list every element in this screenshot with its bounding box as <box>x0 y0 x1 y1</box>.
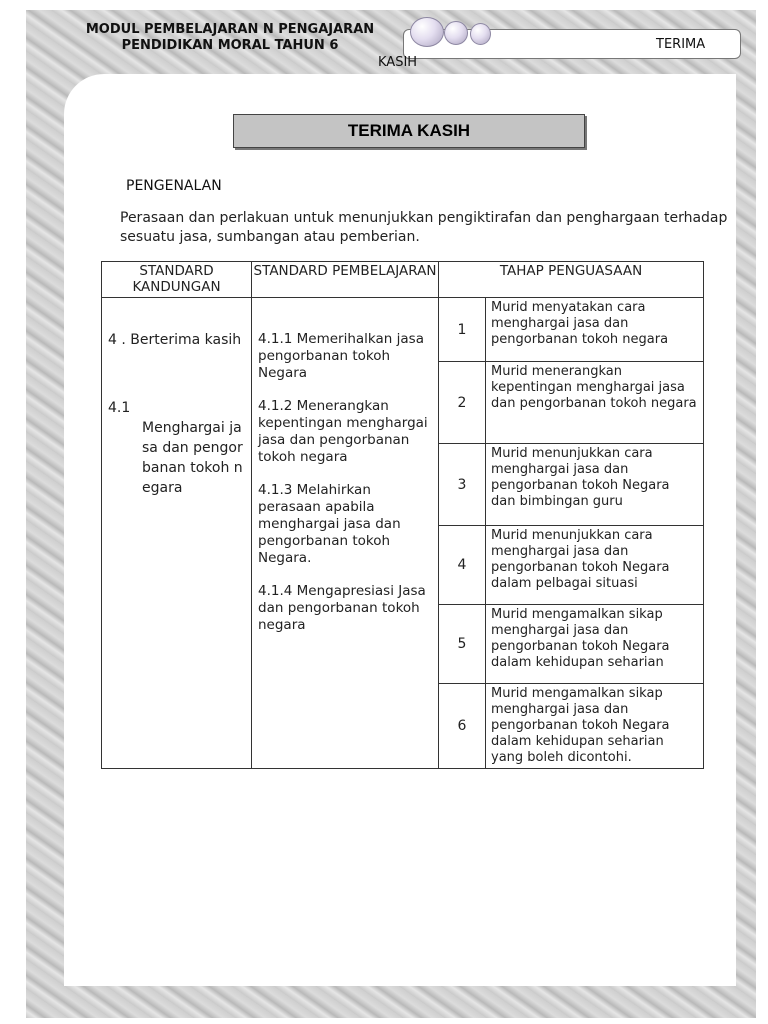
tab-label-kasih: KASIH <box>378 55 418 70</box>
standards-table <box>101 261 704 769</box>
bubble-decoration-icon <box>470 23 491 45</box>
level-description: Murid menyatakan cara menghargai jasa dan pengorbanan tokoh negara <box>486 298 704 362</box>
pembelajaran-item: 4.1.1 Memerihalkan jasa pengorbanan tokoh Negara <box>258 331 424 381</box>
table-row <box>102 298 704 362</box>
level-number: 1 <box>439 298 486 362</box>
level-description: Murid menunjukkan cara menghargai jasa dan pengorbanan tokoh Negara dalam pelbagai situasi <box>486 526 704 605</box>
pembelajaran-item: 4.1.3 Melahirkan perasaan apabila menghargai jasa dan pengorbanan tokoh Negara. <box>258 482 401 566</box>
intro-body: Perasaan dan perlakuan untuk menunjukkan pengiktirafan dan penghargaan terhadap sesuatu jasa, sumbangan atau pemberian. <box>120 210 728 245</box>
tab-label-terima: TERIMA <box>656 37 706 52</box>
level-number: 6 <box>439 684 486 769</box>
bubble-decoration-icon <box>410 17 444 47</box>
level-description: Murid menerangkan kepentingan menghargai jasa dan pengorbanan tokoh negara <box>486 362 704 444</box>
table-header-row <box>102 262 704 298</box>
level-description: Murid mengamalkan sikap menghargai jasa dan pengorbanan tokoh Negara dalam kehidupan seharian yang boleh dicontohi. <box>486 684 704 769</box>
kandungan-main: 4 . Berterima kasih <box>108 332 242 348</box>
pembelajaran-item: 4.1.4 Mengapresiasi Jasa dan pengorbanan tokoh negara <box>258 583 426 633</box>
level-number: 2 <box>439 362 486 444</box>
pembelajaran-item: 4.1.2 Menerangkan kepentingan menghargai jasa dan pengorbanan tokoh negara <box>258 398 428 465</box>
module-header <box>60 22 400 54</box>
standard-kandungan-cell <box>102 298 252 769</box>
header-standard-pembelajaran: STANDARD PEMBELAJARAN <box>252 262 439 298</box>
bubble-decoration-icon <box>444 21 468 45</box>
level-number: 5 <box>439 605 486 684</box>
header-standard-kandungan: STANDARD KANDUNGAN <box>102 262 252 298</box>
level-description: Murid mengamalkan sikap menghargai jasa dan pengorbanan tokoh Negara dalam kehidupan seharian <box>486 605 704 684</box>
kandungan-sub-number: 4.1 <box>108 400 131 416</box>
header-tahap-penguasaan: TAHAP PENGUASAAN <box>439 262 704 298</box>
level-number: 3 <box>439 444 486 526</box>
standard-pembelajaran-cell <box>252 298 439 769</box>
kandungan-sub-text: Menghargai jasa dan pengorbanan tokoh negara <box>142 420 243 496</box>
intro-heading: PENGENALAN <box>126 178 222 194</box>
level-number: 4 <box>439 526 486 605</box>
level-description: Murid menunjukkan cara menghargai jasa dan pengorbanan tokoh Negara dan bimbingan guru <box>486 444 704 526</box>
module-subtitle: PENDIDIKAN MORAL TAHUN 6 <box>121 38 339 53</box>
page-title: TERIMA KASIH <box>233 114 585 148</box>
module-title: MODUL PEMBELAJARAN N PENGAJARAN <box>85 22 375 37</box>
